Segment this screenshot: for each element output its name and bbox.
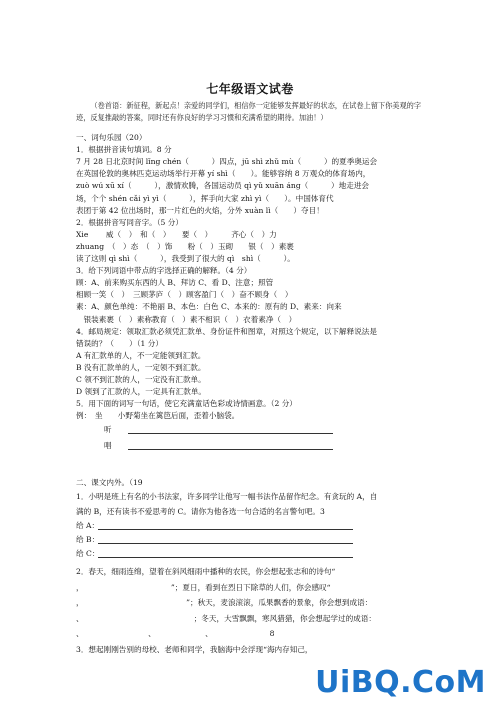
answer-line-chang[interactable] xyxy=(128,449,333,450)
answer-rule-0[interactable] xyxy=(98,529,353,530)
question-line-11: 3．给下列词语中带点的字选择正确的解释。（4 分） xyxy=(76,266,252,276)
question-line-8: Xie 威（ ） 和（ ） 要（ ） 齐心（ ）力 xyxy=(76,229,277,239)
section-two-line-0: 二、课文内外。（19 xyxy=(76,478,143,487)
answer-label-1: 给 B： xyxy=(76,535,100,544)
watermark-logo: UiBQ.CoM xyxy=(315,665,486,700)
question-line-0: 一、词句乐园（20） xyxy=(76,133,147,142)
question-line-5: 场，个个 shén cǎi yì yì（ ），挥手向大家 zhì yì（ ）。中国体育代 xyxy=(76,193,334,203)
question-line-20: C 领不到汇款的人，一定没有汇款单。 xyxy=(76,375,206,384)
fill-line-4: 、 、 、 8 xyxy=(76,629,275,639)
intro-paragraph: （卷首语：新征程，新起点！亲爱的同学们，相信你一定能够发挥最好的状态，在试卷上留下你美观的字迹，反复推敲的答案，同时还有你良好的学习习惯和充满希望的期待。加油！） xyxy=(76,101,422,122)
fill-line-0: 2．春天，细雨连绵，望着在斜风细雨中播种的农民，你会想起张志和的诗句“ xyxy=(76,567,336,576)
page-title: 七年级语文试卷 xyxy=(206,82,294,96)
question-line-22: 5．用下面的词写一句话，使它充满童话色彩或诗情画意。（2 分） xyxy=(76,399,297,409)
question-line-23: 例： 坐 小野菊坐在篱笆后面，歪着小脑袋。 xyxy=(76,411,240,421)
answer-label-0: 给 A： xyxy=(76,521,100,530)
question-line-7: 2．根据拼音写同音字。（5 分） xyxy=(76,217,183,227)
answer-line-ting[interactable] xyxy=(128,433,333,434)
question-line-12: 顾：A、前来购买东西的人 B、拜访 C、看 D、注意；照管 xyxy=(76,278,274,288)
example-word-ting: 听 xyxy=(104,425,112,434)
question-line-16: 4．邮局规定：领取汇款必须凭汇款单、身份证件和图章，对照这个规定，以下解释说法是 xyxy=(76,326,377,336)
question-line-21: D 领到了汇款的人，一定具有汇款单。 xyxy=(76,387,207,397)
section-two-line-1: 1．小明是班上有名的小书法家，许多同学让他写一幅书法作品留作纪念。有贪玩的 A，自 xyxy=(76,492,378,502)
question-line-4: zuò wú xū xí（ ），激情欢腾，各国运动员 qì yǔ xuān áng（ ）地走进会 xyxy=(76,181,370,191)
question-line-9: zhuang （ ）态 （ ）饰 粉（ ）玉砌 银（ ）素裹 xyxy=(76,241,294,251)
question-line-14: 素：A、颜色单纯：不艳丽 B、本色：白色 C、本来的：原有的 D、素来：向来 xyxy=(76,302,342,312)
answer-label-2: 给 C： xyxy=(76,549,100,558)
example-word-chang: 唱 xyxy=(104,441,112,450)
answer-rule-2[interactable] xyxy=(98,557,353,558)
question-line-17: 错误的？（ ）（1 分） xyxy=(76,338,163,348)
question-line-2: 7 月 28 日北京时间 lǐng chén（ ）四点，jū shì zhǔ mù（ ）的夏季奥运会 xyxy=(76,157,378,167)
fill-line-5: 3．想起刚刚告别的母校、老师和同学，我脑海中会浮现“海内存知己， xyxy=(76,645,313,654)
question-line-3: 在英国伦敦的奥林匹克运动场举行开幕 yí shì（ ）。能够容纳 8 万观众的体育场内， xyxy=(76,169,371,179)
question-line-10: 读了这则 qì shì（ ），我受到了很大的 qì shì（ ）。 xyxy=(76,254,295,263)
question-line-13: 相顾一笑（ ） 三顾茅庐（ ）顾客盈门（ ）奋不顾身（ ） xyxy=(76,290,293,300)
section-two-line-2: 满的 B，还有读书不爱思考的 C。请你为他各选一句合适的名言警句吧。3 xyxy=(76,506,325,516)
fill-line-3: 、 ；冬天，大雪飘飘，寒风猎猎，你会想起学过的成语： xyxy=(76,613,376,623)
fill-line-2: ， ”；秋天，麦浪滚滚，瓜果飘香的景象，你会想到成语： xyxy=(76,598,373,608)
question-line-19: B 没有汇款单的人，一定领不到汇款。 xyxy=(76,362,206,372)
fill-line-1: ， ”；夏日，看到在烈日下除草的人们，你会感叹“ xyxy=(76,582,331,592)
question-line-18: A 有汇款单的人，不一定能领到汇款。 xyxy=(76,350,206,360)
question-line-1: 1．根据拼音读句填词。8 分 xyxy=(76,145,172,155)
question-line-15: 银装素裹（ ）素称教育（ ）素不相识（ ）衣着素净（ ） xyxy=(76,314,297,324)
answer-rule-1[interactable] xyxy=(98,543,353,544)
question-line-6: 表团于第 42 位出场时，那一片红色的火焰，分外 xuàn lì（ ）夺目！ xyxy=(76,205,324,215)
